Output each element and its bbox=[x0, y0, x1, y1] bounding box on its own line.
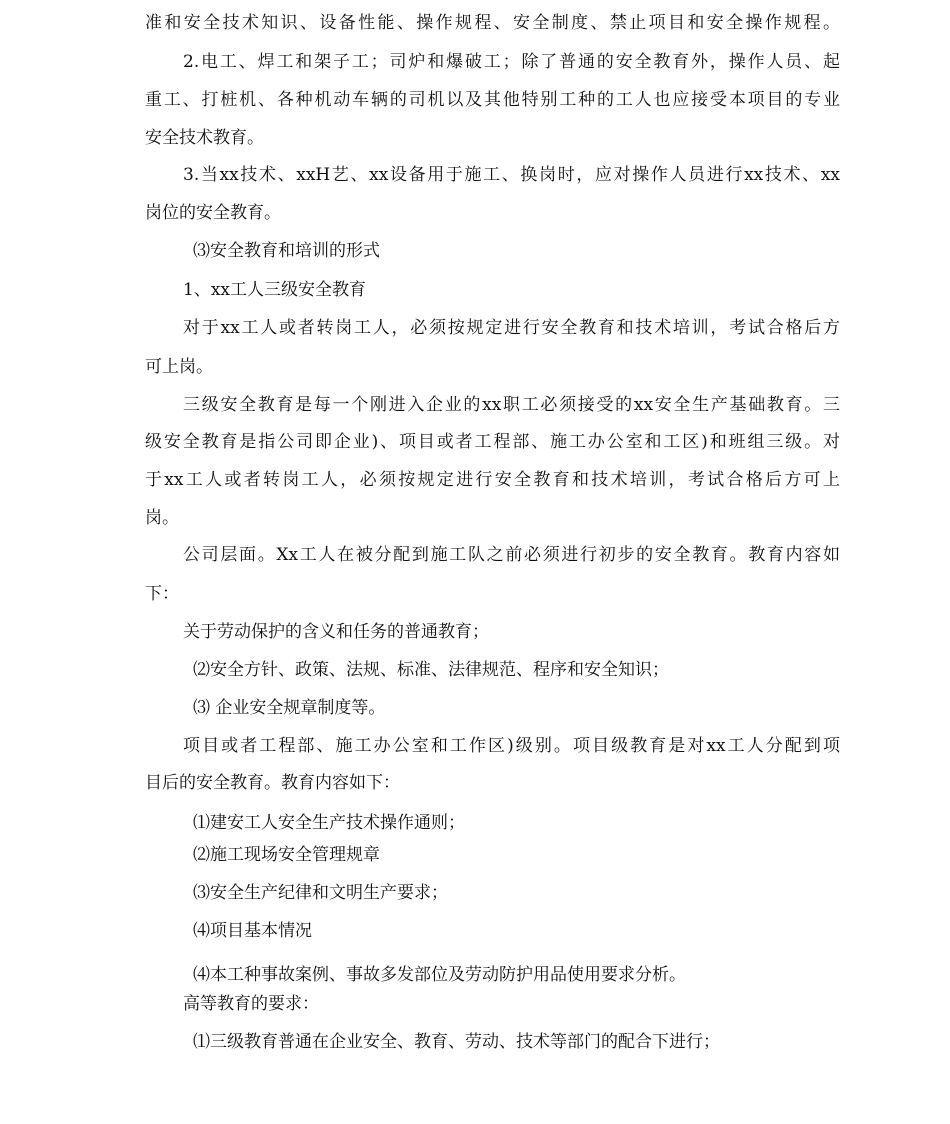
text-line: 岗位的安全教育。 bbox=[145, 203, 281, 223]
subsection-heading: 1、xx工人三级安全教育 bbox=[183, 280, 366, 300]
text-line: 重工、打桩机、各种机动车辆的司机以及其他特别工种的工人也应接受本项目的专业 bbox=[145, 90, 840, 110]
text-line: 准和安全技术知识、设备性能、操作规程、安全制度、禁止项目和安全操作规程。 bbox=[145, 13, 840, 33]
text-line: 三级安全教育是每一个刚进入企业的xx职工必须接受的xx安全生产基础教育。三 bbox=[183, 395, 840, 415]
text-line: 下： bbox=[145, 584, 179, 604]
text-line: 于xx工人或者转岗工人，必须按规定进行安全教育和技术培训，考试合格后方可上 bbox=[145, 470, 840, 490]
list-item: ⑵施工现场安全管理规章 bbox=[193, 845, 380, 865]
text-line: 岗。 bbox=[145, 508, 179, 528]
list-item: ⑷本工种事故案例、事故多发部位及劳动防护用品使用要求分析。 bbox=[193, 965, 686, 985]
text-line: 关于劳动保护的含义和任务的普通教育； bbox=[183, 622, 489, 642]
text-line: 对于xx工人或者转岗工人，必须按规定进行安全教育和技术培训，考试合格后方 bbox=[183, 318, 840, 338]
text-line: 2.电工、焊工和架子工；司炉和爆破工；除了普通的安全教育外，操作人员、起 bbox=[183, 52, 840, 72]
text-line: 安全技术教育。 bbox=[145, 128, 264, 148]
list-item: ⑵安全方针、政策、法规、标准、法律规范、程序和安全知识； bbox=[193, 660, 669, 680]
text-line: 可上岗。 bbox=[145, 357, 213, 377]
text-line: 项目或者工程部、施工办公室和工作区)级别。项目级教育是对xx工人分配到项 bbox=[183, 736, 840, 756]
list-item: ⑴建安工人安全生产技术操作通则； bbox=[193, 813, 465, 833]
list-item: ⑴三级教育普通在企业安全、教育、劳动、技术等部门的配合下进行； bbox=[193, 1032, 720, 1052]
list-item: ⑶ 企业安全规章制度等。 bbox=[193, 698, 386, 718]
text-line: 高等教育的要求： bbox=[183, 994, 319, 1014]
text-line: 3.当xx技术、xxH艺、xx设备用于施工、换岗时，应对操作人员进行xx技术、xx bbox=[183, 165, 840, 185]
list-item: ⑷项目基本情况 bbox=[193, 921, 312, 941]
text-line: 公司层面。Xx工人在被分配到施工队之前必须进行初步的安全教育。教育内容如 bbox=[183, 545, 840, 565]
text-line: 目后的安全教育。教育内容如下： bbox=[145, 773, 400, 793]
section-heading: ⑶安全教育和培训的形式 bbox=[193, 241, 380, 261]
list-item: ⑶安全生产纪律和文明生产要求； bbox=[193, 883, 448, 903]
text-line: 级安全教育是指公司即企业)、项目或者工程部、施工办公室和工区)和班组三级。对 bbox=[145, 432, 840, 452]
